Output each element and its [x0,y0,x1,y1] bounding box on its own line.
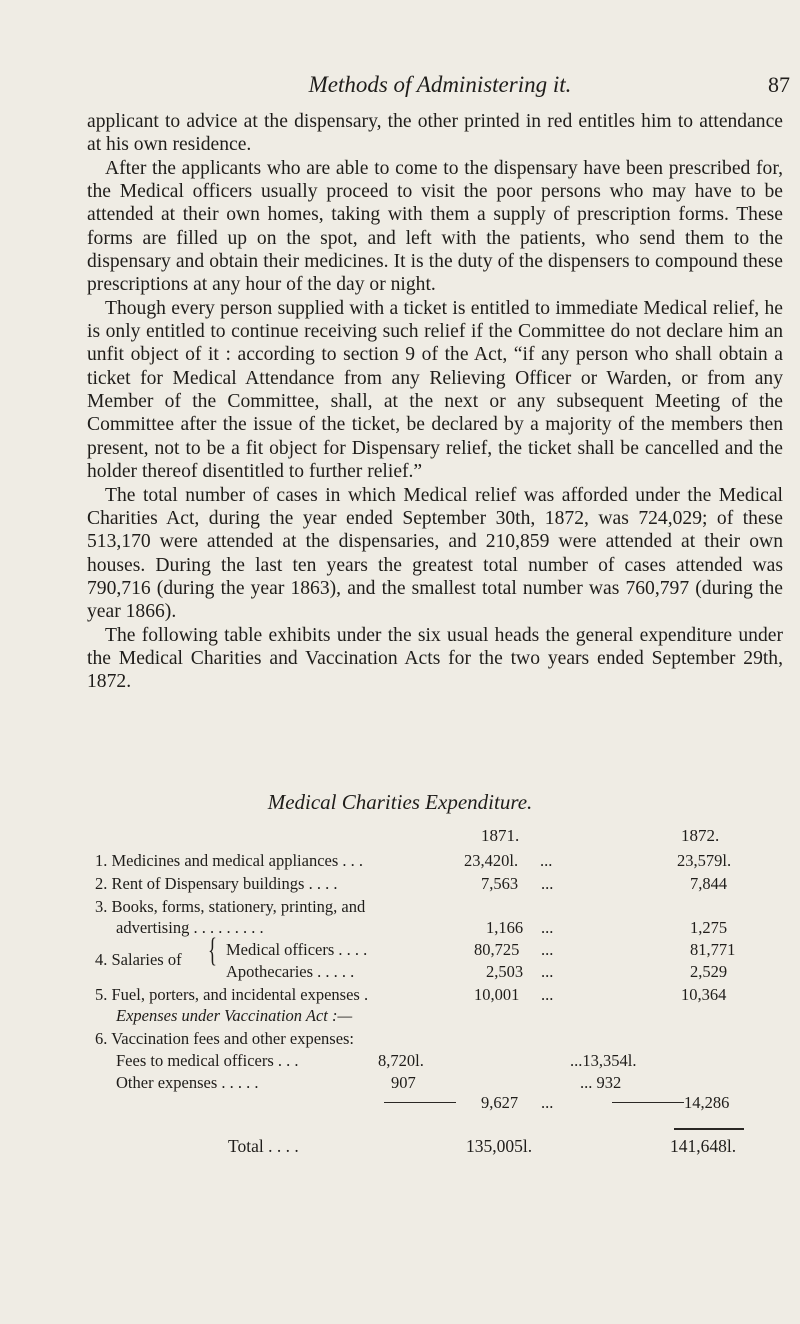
table-row [0,1073,800,1095]
row-label: 5. Fuel, porters, and incidental expenses . [95,985,369,1004]
value-1872: ...13,354l. [570,1051,637,1070]
page-number: 87 [768,72,790,97]
row-label: 1. Medicines and medical appliances . . . [95,851,364,870]
leader-dots: ... [541,874,554,893]
table-row [0,1093,800,1115]
paragraph: After the applicants who are able to come to the dispensary have been prescribed for, the Medical officers usually proceed to visit the poor persons who may have to be attended at their own homes, taking with them a supply of prescription forms. These forms are filled up on the spot, and left with the patients, who send them to the dispensary and obtain their medicines. It is the duty of the dispensers to compound these prescriptions at any hour of the day or night. [87,157,783,296]
value-1872: 7,844 [690,874,728,893]
subtotal-1872: 14,286 [684,1093,730,1112]
row-label: Apothecaries . . . . . [226,962,355,981]
leader-dots: ... [541,1093,554,1112]
row-label: 3. Books, forms, stationery, printing, and [95,897,366,916]
table-row [0,940,800,962]
value-1871: 23,420l. [464,851,519,870]
leader-dots: ... [541,962,554,981]
row-label: 6. Vaccination fees and other expenses: [95,1029,355,1048]
table-header-row [0,826,800,848]
value-1872: ... 932 [580,1073,622,1092]
table-row [0,874,800,896]
table-row [0,1029,800,1051]
value-1871: 10,001 [474,985,520,1004]
column-header-1872: 1872. [681,826,720,845]
leader-dots: ... [541,940,554,959]
value-1872: 10,364 [681,985,727,1004]
running-head: Methods of Administering it. [308,72,572,97]
table-row [0,897,800,919]
value-1871: 80,725 [474,940,520,959]
leader-dots: ... [541,918,554,937]
value-1871: 7,563 [481,874,519,893]
table-row [0,851,800,873]
subtotal-1871: 9,627 [481,1093,519,1112]
value-1871: 2,503 [486,962,524,981]
leader-dots: ... [540,851,553,870]
total-label: Total . . . . [228,1136,299,1156]
row-label-continued: advertising . . . . . . . . . [116,918,264,937]
table-row [0,962,800,984]
column-header-1871: 1871. [481,826,520,845]
total-1871: 135,005l. [466,1136,533,1156]
table-row [0,1051,800,1073]
row-label: Fees to medical officers . . . [116,1051,299,1070]
row-label: 2. Rent of Dispensary buildings . . . . [95,874,338,893]
total-1872: 141,648l. [670,1136,737,1156]
paragraph: Though every person supplied with a ticket is entitled to immediate Medical relief, he is only entitled to continue receiving such relief if the Committee do not declare him an unfit object of it : according to section 9 of the Act, “if any person who shall obtain a ticket for Medical Attendance from any Relieving Officer or Warden, or from any Member of the Committee, shall, at the next or any subsequent Meeting of the Committee after the issue of the ticket, be declared by a majority of the members then present, not to be a fit object for Dispensary relief, the ticket shall be cancelled and the holder thereof disentitled to further relief.” [87,297,783,483]
row-label: Medical officers . . . . [226,940,368,959]
total-row [0,1136,800,1158]
value-1872: 2,529 [690,962,728,981]
brace-icon: { [208,932,217,969]
row-label: 4. Salaries of [95,950,182,969]
table-row [0,985,800,1007]
value-1871: 8,720l. [378,1051,424,1070]
table-title: Medical Charities Expenditure. [267,790,533,814]
paragraph: The total number of cases in which Medical relief was afforded under the Medical Charities Act, during the year ended September 30th, 1872, was 724,029; of these 513,170 were attended at the dispensaries, and 210,859 were attended at their own houses. During the last ten years the greatest total number of cases attended was 790,716 (during the year 1863), and the smallest total number was 760,797 (during the year 1866). [87,484,783,623]
value-1872: 1,275 [690,918,728,937]
value-1871: 1,166 [486,918,524,937]
value-1871: 907 [391,1073,416,1092]
paragraph: applicant to advice at the dispensary, the other printed in red entitles him to attendance at his own residence. [87,111,783,156]
table-row [0,1006,800,1028]
paragraph: The following table exhibits under the six usual heads the general expenditure under the Medical Charities and Vaccination Acts for the two years ended September 29th, 1872. [87,624,783,693]
total-rule [674,1128,744,1130]
table-row [0,918,800,940]
value-1872: 23,579l. [677,851,732,870]
section-heading: Expenses under Vaccination Act :— [116,1006,353,1025]
leader-dots: ... [541,985,554,1004]
row-label: Other expenses . . . . . [116,1073,259,1092]
value-1872: 81,771 [690,940,736,959]
